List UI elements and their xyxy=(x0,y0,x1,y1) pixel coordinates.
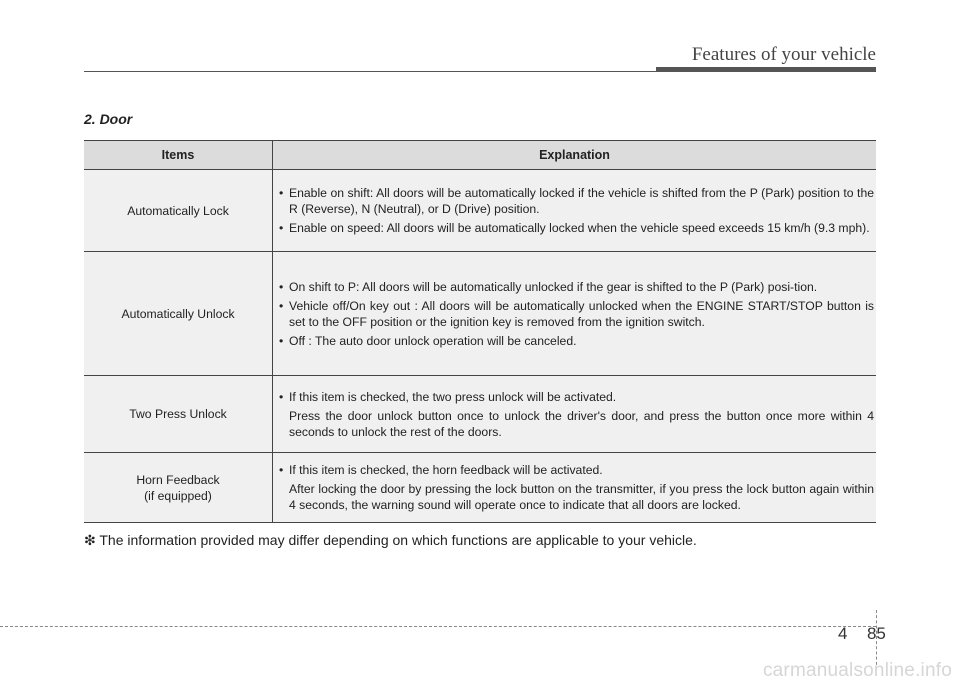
footnote: ❇ The information provided may differ depending on which functions are applicable to your vehicle. xyxy=(84,532,697,548)
header-rule xyxy=(84,71,876,72)
table-row xyxy=(84,376,876,453)
list-item xyxy=(279,389,874,440)
table-row xyxy=(84,170,876,252)
section-title: 2. Door xyxy=(84,111,133,127)
col-header-items: Items xyxy=(84,141,273,170)
bullet-list xyxy=(279,185,874,236)
row-explanation xyxy=(273,252,877,376)
row-item-automatically-unlock: Automatically Unlock xyxy=(84,252,273,376)
bullet-detail: Press the door unlock button once to unlock the driver's door, and press the button once more within 4 seconds to unlock the rest of the doors. xyxy=(289,408,874,439)
bullet-list xyxy=(279,279,874,349)
row-item-automatically-lock: Automatically Lock xyxy=(84,170,273,252)
list-item xyxy=(279,462,874,513)
header-title: Features of your vehicle xyxy=(691,44,876,65)
list-item: • Off : The auto door unlock operation will be canceled. xyxy=(279,333,874,349)
col-header-explanation: Explanation xyxy=(273,141,877,170)
watermark-text: carmanualsonline.info xyxy=(762,660,952,681)
list-item: • On shift to P: All doors will be automatically unlocked if the gear is shifted to the P (Park) posi-tion. xyxy=(279,279,874,295)
row-explanation xyxy=(273,170,877,252)
table-row xyxy=(84,453,876,523)
door-features-table xyxy=(84,140,876,523)
chapter-number: 4 xyxy=(838,624,848,643)
bullet-text: • If this item is checked, the two press unlock will be activated. xyxy=(289,389,617,404)
list-item: • Vehicle off/On key out : All doors will be automatically unlocked when the ENGINE START/STOP button is set to the OFF position or the ignition key is removed from the ignition switch. xyxy=(279,298,874,330)
table-header-row xyxy=(84,141,876,170)
row-item-horn-feedback xyxy=(84,453,273,523)
item-label: Horn Feedback xyxy=(136,472,220,487)
list-item: • Enable on speed: All doors will be automatically locked when the vehicle speed exceeds 15 km/h (9.3 mph). xyxy=(279,220,874,236)
page-number-value: 85 xyxy=(866,624,886,643)
bullet-detail: After locking the door by pressing the lock button on the transmitter, if you press the lock button again within 4 seconds, the warning sound will operate once to indicate that all doors are locked. xyxy=(289,482,874,512)
list-item: • Enable on shift: All doors will be automatically locked if the vehicle is shifted from the P (Park) position to the R (Reverse), N (Neutral), or D (Drive) position. xyxy=(279,185,874,217)
bullet-text: • If this item is checked, the horn feedback will be activated. xyxy=(289,463,603,477)
bullet-list xyxy=(279,462,874,513)
item-sublabel: (if equipped) xyxy=(144,488,212,503)
page-number xyxy=(838,624,886,644)
bullet-list xyxy=(279,389,874,440)
row-explanation xyxy=(273,453,877,523)
row-explanation xyxy=(273,376,877,453)
table-row xyxy=(84,252,876,376)
row-item-two-press-unlock: Two Press Unlock xyxy=(84,376,273,453)
footer-rule xyxy=(0,626,876,627)
